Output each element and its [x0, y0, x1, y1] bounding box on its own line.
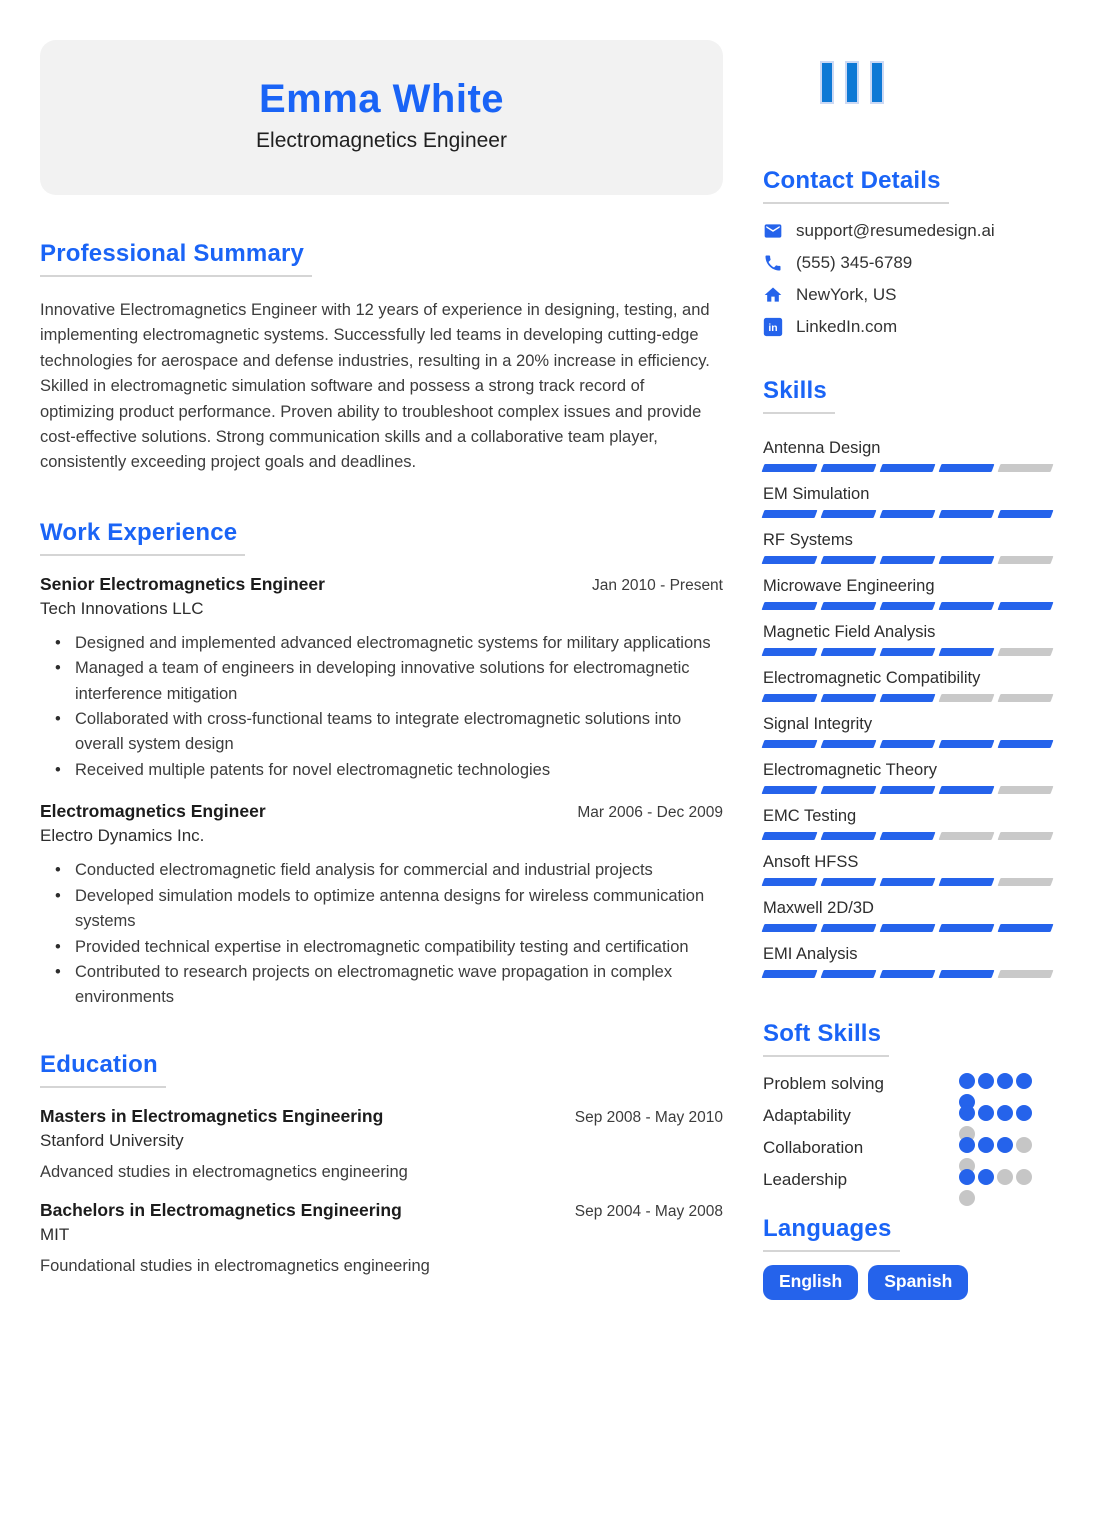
- soft-skill-item: [763, 1137, 1052, 1158]
- rating-dot-filled: [1016, 1105, 1032, 1121]
- soft-skills-list: [763, 1073, 1052, 1190]
- sidebar-column: [763, 40, 1052, 1300]
- experience-heading: Work Experience: [40, 519, 245, 556]
- logo-bar: [820, 61, 834, 104]
- job-header: [40, 801, 723, 822]
- section-skills: [763, 377, 1052, 978]
- rating-dot-filled: [997, 1073, 1013, 1089]
- soft-skill-rating: [959, 1105, 1035, 1121]
- skill-segment-filled: [821, 786, 877, 794]
- skill-segment-filled: [762, 740, 818, 748]
- rating-dot-filled: [959, 1073, 975, 1089]
- skill-segment-filled: [939, 510, 995, 518]
- home-icon: [763, 285, 783, 305]
- skill-segment-filled: [762, 924, 818, 932]
- skill-segment-filled: [762, 510, 818, 518]
- skill-segment-filled: [998, 602, 1054, 610]
- skill-segment-filled: [939, 878, 995, 886]
- bullet-item: • Received multiple patents for novel electromagnetic technologies: [55, 758, 723, 783]
- job-title: Senior Electromagnetics Engineer: [40, 573, 325, 594]
- bullet-item: • Collaborated with cross-functional teams to integrate electromagnetic solutions into overall system design: [55, 707, 723, 758]
- skill-segment-filled: [880, 556, 936, 564]
- skill-segment-filled: [821, 694, 877, 702]
- skill-name: EMI Analysis: [763, 945, 858, 963]
- header-card: [40, 40, 723, 195]
- mail-icon: [763, 221, 783, 241]
- job-bullets: [40, 858, 723, 1010]
- skill-name: RF Systems: [763, 531, 853, 549]
- skill-segment-filled: [998, 510, 1054, 518]
- bullet-item: • Developed simulation models to optimize antenna designs for wireless communication systems: [55, 884, 723, 935]
- skill-segment-filled: [762, 464, 818, 472]
- skill-segment-filled: [880, 970, 936, 978]
- bullet-item: • Managed a team of engineers in developing innovative solutions for electromagnetic interference mitigation: [55, 656, 723, 707]
- skill-segment-empty: [998, 970, 1054, 978]
- rating-dot-empty: [997, 1169, 1013, 1185]
- soft-skill-rating: [959, 1169, 1035, 1185]
- soft-skill-rating: [959, 1073, 1035, 1089]
- skill-level-bar: [763, 602, 1052, 610]
- education-school: MIT: [40, 1224, 70, 1244]
- job-entry: [40, 574, 723, 783]
- education-header: [40, 1200, 723, 1221]
- rating-dot-filled: [978, 1137, 994, 1153]
- contact-phone-value: (555) 345-6789: [796, 253, 913, 272]
- skill-level-bar: [763, 648, 1052, 656]
- skill-level-bar: [763, 878, 1052, 886]
- skill-item: [763, 806, 1052, 840]
- linkedin-icon: [763, 317, 783, 337]
- contact-item-linkedin: [763, 316, 1052, 338]
- language-chip[interactable]: English: [763, 1265, 858, 1300]
- main-column: [40, 40, 723, 1276]
- skills-heading: Skills: [763, 377, 835, 414]
- skill-segment-filled: [821, 556, 877, 564]
- rating-dot-filled: [978, 1073, 994, 1089]
- skill-segment-filled: [880, 602, 936, 610]
- skill-item: [763, 622, 1052, 656]
- summary-text: Innovative Electromagnetics Engineer with 12 years of experience in designing, testing, and implementing electromagnetic systems. Successfully led teams in developing cutting-edge technologies for aerospace and defense industries, resulting in a 20% increase in efficiency. Skilled in electromagnetic simulation software and possess a strong track record of optimizing product performance. Proven ability to troubleshoot complex issues and provide cost-effective solutions. Strong communication skills and a collaborative team player, consistently exceeding project goals and deadlines.: [40, 301, 710, 472]
- person-job-title: Electromagnetics Engineer: [256, 129, 507, 152]
- skill-segment-filled: [762, 970, 818, 978]
- skill-segment-filled: [821, 648, 877, 656]
- brand-logo-three-bars-icon: [820, 61, 1052, 104]
- skill-item: [763, 760, 1052, 794]
- skill-segment-filled: [821, 970, 877, 978]
- skill-segment-filled: [821, 832, 877, 840]
- skill-name: Signal Integrity: [763, 715, 873, 733]
- skill-segment-filled: [821, 602, 877, 610]
- skill-item: [763, 530, 1052, 564]
- skill-segment-filled: [821, 924, 877, 932]
- skill-name: Electromagnetic Theory: [763, 761, 937, 779]
- skill-segment-empty: [998, 556, 1054, 564]
- skill-level-bar: [763, 924, 1052, 932]
- section-languages: [763, 1215, 1052, 1300]
- soft-skill-name: Collaboration: [763, 1138, 864, 1157]
- skill-segment-filled: [880, 694, 936, 702]
- skill-segment-filled: [880, 832, 936, 840]
- contact-list: [763, 220, 1052, 338]
- education-dates: Sep 2008 - May 2010: [574, 1108, 723, 1126]
- job-header: [40, 574, 723, 595]
- job-dates: Jan 2010 - Present: [592, 576, 723, 594]
- bullet-item: • Contributed to research projects on electromagnetic wave propagation in complex environments: [55, 960, 723, 1011]
- skill-level-bar: [763, 832, 1052, 840]
- skill-level-bar: [763, 510, 1052, 518]
- skill-level-bar: [763, 694, 1052, 702]
- skill-name: Antenna Design: [763, 439, 881, 457]
- education-heading: Education: [40, 1051, 166, 1088]
- phone-icon: [763, 253, 783, 273]
- skill-segment-filled: [880, 924, 936, 932]
- bullet-item: • Conducted electromagnetic field analysis for commercial and industrial projects: [55, 858, 723, 883]
- bullet-item: • Designed and implemented advanced electromagnetic systems for military applications: [55, 631, 723, 656]
- rating-dot-filled: [997, 1137, 1013, 1153]
- education-entry: [40, 1200, 723, 1276]
- skill-segment-filled: [880, 648, 936, 656]
- skill-item: [763, 714, 1052, 748]
- section-contact-details: [763, 167, 1052, 338]
- skill-segment-filled: [880, 510, 936, 518]
- skill-segment-filled: [821, 510, 877, 518]
- rating-dot-filled: [997, 1105, 1013, 1121]
- rating-dot-filled: [959, 1137, 975, 1153]
- skill-segment-empty: [998, 878, 1054, 886]
- soft-skill-rating: [959, 1137, 1035, 1153]
- skill-name: EMC Testing: [763, 807, 857, 825]
- soft-skill-name: Adaptability: [763, 1106, 851, 1125]
- skill-segment-filled: [762, 878, 818, 886]
- job-title: Electromagnetics Engineer: [40, 801, 266, 822]
- skill-segment-filled: [821, 878, 877, 886]
- skill-segment-empty: [998, 694, 1054, 702]
- skill-item: [763, 438, 1052, 472]
- skill-segment-filled: [880, 878, 936, 886]
- soft-skill-name: Leadership: [763, 1170, 848, 1189]
- skill-name: EM Simulation: [763, 485, 870, 503]
- soft-skill-item: [763, 1073, 1052, 1094]
- logo-bar: [845, 61, 859, 104]
- skill-segment-empty: [998, 648, 1054, 656]
- soft-skill-item: [763, 1105, 1052, 1126]
- rating-dot-filled: [959, 1169, 975, 1185]
- skill-segment-filled: [998, 924, 1054, 932]
- skill-segment-filled: [880, 740, 936, 748]
- skill-name: Electromagnetic Compatibility: [763, 669, 981, 687]
- education-entry: [40, 1106, 723, 1182]
- skills-list: [763, 438, 1052, 978]
- skill-segment-filled: [762, 556, 818, 564]
- person-name: Emma White: [258, 77, 505, 121]
- skill-segment-filled: [762, 648, 818, 656]
- rating-dot-filled: [1016, 1073, 1032, 1089]
- rating-dot-filled: [978, 1105, 994, 1121]
- job-entry: [40, 801, 723, 1010]
- soft-skill-item: [763, 1169, 1052, 1190]
- skill-segment-empty: [939, 694, 995, 702]
- skill-segment-filled: [939, 556, 995, 564]
- skill-segment-filled: [939, 648, 995, 656]
- contact-email-value: support@resumedesign.ai: [796, 221, 995, 240]
- soft-skill-name: Problem solving: [763, 1074, 884, 1093]
- skill-name: Magnetic Field Analysis: [763, 623, 936, 641]
- contact-location-value: NewYork, US: [796, 285, 897, 304]
- skill-segment-filled: [998, 740, 1054, 748]
- skill-segment-filled: [762, 786, 818, 794]
- contact-item-phone: [763, 252, 1052, 274]
- skill-item: [763, 484, 1052, 518]
- skill-item: [763, 944, 1052, 978]
- education-dates: Sep 2004 - May 2008: [574, 1202, 723, 1220]
- skill-level-bar: [763, 464, 1052, 472]
- skill-segment-filled: [821, 740, 877, 748]
- section-soft-skills: [763, 1020, 1052, 1190]
- job-company: Tech Innovations LLC: [40, 598, 204, 618]
- skill-segment-filled: [939, 786, 995, 794]
- job-dates: Mar 2006 - Dec 2009: [577, 804, 723, 822]
- section-professional-summary: [40, 240, 723, 476]
- rating-dot-filled: [959, 1105, 975, 1121]
- rating-dot-empty: [959, 1190, 975, 1206]
- skill-segment-filled: [939, 924, 995, 932]
- skill-item: [763, 576, 1052, 610]
- job-bullets: [40, 631, 723, 783]
- education-header: [40, 1106, 723, 1127]
- skill-segment-filled: [762, 832, 818, 840]
- contact-linkedin-value: LinkedIn.com: [796, 317, 898, 336]
- rating-dot-empty: [1016, 1169, 1032, 1185]
- skill-name: Maxwell 2D/3D: [763, 899, 874, 917]
- education-list: [40, 1106, 723, 1276]
- education-school: Stanford University: [40, 1130, 184, 1150]
- contact-item-location: [763, 284, 1052, 306]
- logo-bar: [870, 61, 884, 104]
- soft-skills-heading: Soft Skills: [763, 1020, 889, 1057]
- education-description: Foundational studies in electromagnetics engineering: [40, 1256, 430, 1275]
- skill-segment-filled: [762, 694, 818, 702]
- skill-level-bar: [763, 556, 1052, 564]
- skill-segment-filled: [939, 464, 995, 472]
- section-work-experience: [40, 519, 723, 1011]
- skill-item: [763, 668, 1052, 702]
- experience-list: [40, 574, 723, 1011]
- skill-segment-empty: [998, 464, 1054, 472]
- skill-level-bar: [763, 740, 1052, 748]
- skill-segment-filled: [762, 602, 818, 610]
- svg-text:in: in: [768, 323, 778, 335]
- education-description: Advanced studies in electromagnetics engineering: [40, 1162, 408, 1181]
- languages-list: [763, 1265, 1052, 1300]
- skill-segment-empty: [998, 786, 1054, 794]
- languages-heading: Languages: [763, 1215, 900, 1252]
- contact-heading: Contact Details: [763, 167, 949, 204]
- skill-segment-filled: [939, 970, 995, 978]
- skill-segment-filled: [821, 464, 877, 472]
- skill-name: Microwave Engineering: [763, 577, 935, 595]
- skill-segment-filled: [939, 740, 995, 748]
- skill-level-bar: [763, 970, 1052, 978]
- job-company: Electro Dynamics Inc.: [40, 826, 205, 846]
- bullet-item: • Provided technical expertise in electromagnetic compatibility testing and certification: [55, 935, 723, 960]
- skill-segment-filled: [939, 602, 995, 610]
- education-degree: Bachelors in Electromagnetics Engineering: [40, 1199, 402, 1220]
- summary-heading: Professional Summary: [40, 240, 312, 277]
- contact-item-email: [763, 220, 1052, 242]
- skill-segment-empty: [939, 832, 995, 840]
- rating-dot-filled: [978, 1169, 994, 1185]
- skill-name: Ansoft HFSS: [763, 853, 859, 871]
- language-chip[interactable]: Spanish: [868, 1265, 968, 1300]
- rating-dot-empty: [1016, 1137, 1032, 1153]
- skill-item: [763, 898, 1052, 932]
- skill-item: [763, 852, 1052, 886]
- education-degree: Masters in Electromagnetics Engineering: [40, 1105, 384, 1126]
- skill-segment-empty: [998, 832, 1054, 840]
- skill-segment-filled: [880, 786, 936, 794]
- section-education: [40, 1051, 723, 1276]
- skill-segment-filled: [880, 464, 936, 472]
- skill-level-bar: [763, 786, 1052, 794]
